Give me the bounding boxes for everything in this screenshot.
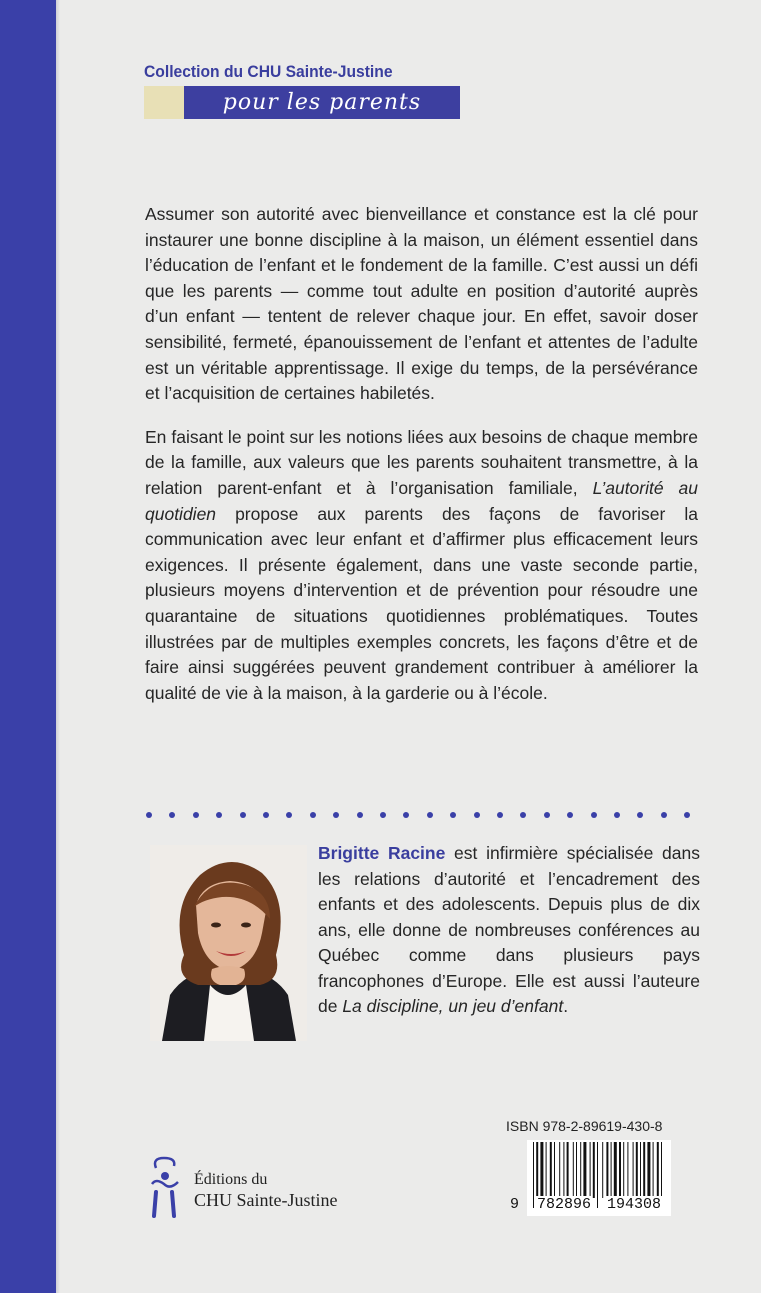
author-name: Brigitte Racine: [318, 843, 446, 863]
divider-dot: [286, 812, 292, 818]
barcode-bar: [611, 1142, 612, 1198]
barcode-bar: [567, 1142, 569, 1198]
publisher-logo-icon: [146, 1156, 186, 1218]
divider-dot: [310, 812, 316, 818]
barcode-bar: [554, 1142, 555, 1198]
barcode-bar: [633, 1142, 634, 1198]
divider-dot: [357, 812, 363, 818]
divider-dot: [497, 812, 503, 818]
author-bio-text: [318, 841, 700, 1020]
spine-shadow: [56, 0, 60, 1293]
divider-dot: [169, 812, 175, 818]
author-bio-body: est infirmière spécialisée dans les relations d’autorité et l’encadrement des enfants et des adolescents. Depuis plus de dix ans, elle donne de nombreuses conférences au Québec comme dans plusieurs pays francophones d’Europe. Elle est aussi l’auteure de: [318, 843, 700, 1016]
barcode-bar: [623, 1142, 624, 1198]
divider-dot: [474, 812, 480, 818]
barcode-digit-lead: 9: [510, 1196, 520, 1213]
divider-dot: [240, 812, 246, 818]
barcode-digits-right: 194308: [607, 1196, 662, 1213]
barcode-bar: [636, 1142, 638, 1198]
barcode-bar: [550, 1142, 552, 1198]
divider-dot: [684, 812, 690, 818]
divider-dot: [614, 812, 620, 818]
description-paragraph-2: [145, 425, 698, 707]
book-title: L’autorité au quotidien: [145, 477, 698, 524]
barcode-bar: [583, 1142, 586, 1198]
isbn-label: ISBN 978-2-89619-430-8: [506, 1118, 663, 1134]
divider-dot: [567, 812, 573, 818]
publisher-line-1: Éditions du: [194, 1171, 268, 1188]
author-portrait-icon: [150, 845, 307, 1041]
divider-dot: [427, 812, 433, 818]
paragraph-2-end: propose aux parents des façons de favoriser la communication avec leur enfant et d’affirmer plus efficacement leurs exigences. Il présente également, dans une vaste seconde partie, plusieurs moyens d’intervention et de prévention pour résoudre une quarantaine de situations quotidiennes problématiques. Toutes illustrées par de multiples exemples concrets, les façons d’être et de faire ainsi suggérées peuvent grandement contribuer à améliorer la qualité de vie à la maison, à la garderie ou à l’école.: [145, 503, 698, 703]
barcode-bar: [540, 1142, 543, 1198]
barcode-bar: [619, 1142, 621, 1198]
divider-dot: [193, 812, 199, 818]
divider-dot: [380, 812, 386, 818]
divider-dot: [333, 812, 339, 818]
divider-dot: [544, 812, 550, 818]
author-previous-book: La discipline, un jeu d’enfant: [342, 996, 564, 1016]
barcode-bar: [643, 1142, 645, 1198]
divider-dot: [403, 812, 409, 818]
collection-series-band: pour les parents: [184, 86, 460, 119]
barcode-bar: [546, 1142, 547, 1198]
divider-dot: [661, 812, 667, 818]
barcode-bar: [614, 1142, 617, 1198]
publisher-name: [194, 1170, 338, 1210]
collection-title: Collection du CHU Sainte-Justine: [144, 62, 393, 81]
divider-dot: [450, 812, 456, 818]
divider-dot: [263, 812, 269, 818]
barcode-bar: [657, 1142, 659, 1198]
barcode-bar: [602, 1142, 603, 1198]
barcode-bar: [590, 1142, 591, 1198]
author-bio-end: .: [563, 996, 569, 1016]
collection-header: [144, 62, 464, 122]
publisher-line-2: CHU Sainte-Justine: [194, 1190, 338, 1210]
barcode-bar: [606, 1142, 608, 1198]
barcode-bar: [573, 1142, 574, 1198]
barcode-bar: [640, 1142, 641, 1198]
book-description: [145, 202, 698, 724]
barcode-bar: [580, 1142, 581, 1198]
divider-dot: [216, 812, 222, 818]
spine-band: [0, 0, 56, 1293]
author-bio: [318, 841, 700, 1020]
barcode-bar: [627, 1142, 628, 1198]
barcode-digits-left: 782896: [537, 1196, 592, 1213]
barcode-bar: [593, 1142, 595, 1198]
dotted-divider: [146, 812, 694, 822]
barcode-bar: [647, 1142, 650, 1198]
barcode-bar: [653, 1142, 654, 1198]
barcode-bar: [559, 1142, 560, 1198]
barcode-digits: [510, 1196, 674, 1216]
divider-dot: [591, 812, 597, 818]
description-paragraph-1: Assumer son autorité avec bienveillance et constance est la clé pour instaurer une bonne discipline à la maison, un élément essentiel dans l’éducation de l’enfant et le fondement de la famille. C’est aussi un défi que les parents — comme tout adulte en position d’autorité auprès d’un enfant — tentent de relever chaque jour. En effet, savoir doser sensibilité, fermeté, épanouissement de l’enfant et attentes de l’adulte est un véritable apprentissage. Il exige du temps, de la persévérance et l’acquisition de certaines habiletés.: [145, 204, 698, 404]
divider-dot: [146, 812, 152, 818]
barcode-bar: [563, 1142, 564, 1198]
author-photo: [150, 845, 307, 1041]
paragraph-2-start: En faisant le point sur les notions liées aux besoins de chaque membre de la famille, aux valeurs que les parents souhaitent transmettre, à la relation parent-enfant et à l’organisation familiale,: [145, 426, 698, 498]
collection-accent-square: [144, 86, 184, 119]
divider-dot: [637, 812, 643, 818]
divider-dot: [520, 812, 526, 818]
barcode-bar: [576, 1142, 577, 1198]
